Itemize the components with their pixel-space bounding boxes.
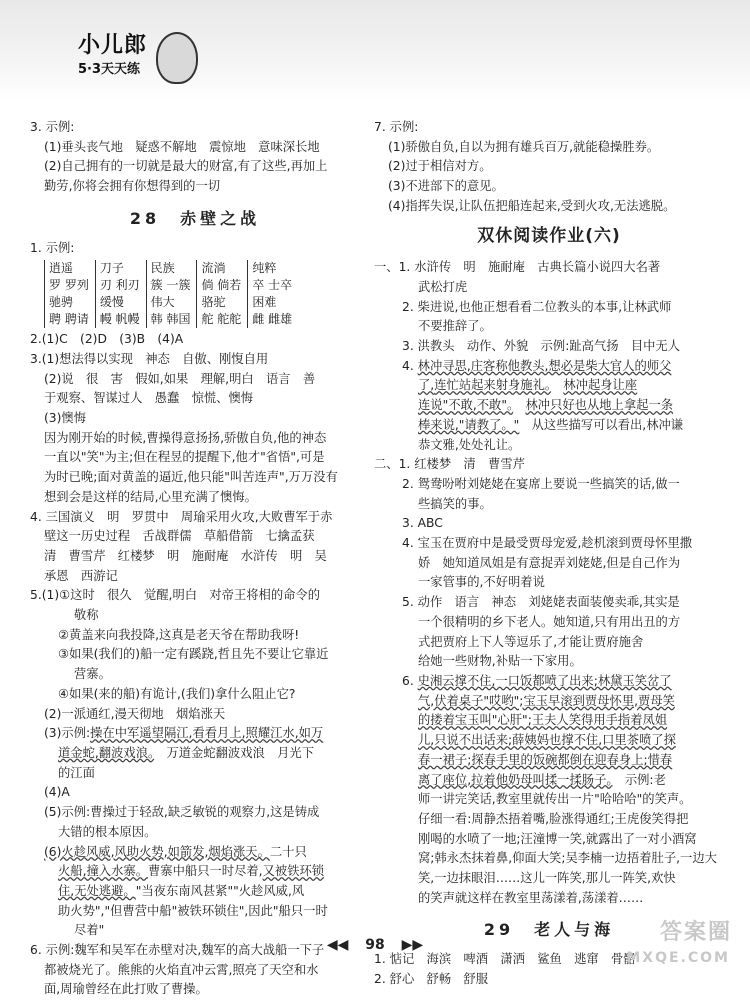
answer-line — [374, 731, 724, 751]
underlined-text: 连说"不敢,不敢"。 — [418, 398, 514, 413]
answer-line: 些搞笑的事。 — [418, 496, 492, 511]
word-cell: 困难 — [248, 294, 298, 311]
brand-name: 小儿郎 — [78, 33, 148, 58]
answer-line: 1. 示例: — [30, 240, 75, 255]
answer-line: 一个很精明的乡下老人。她知道,只有用出丑的方 — [418, 614, 681, 629]
word-cell: 纯粹 — [248, 260, 298, 277]
word-cell: 骆驼 — [197, 294, 248, 311]
answer-line — [30, 843, 360, 863]
underlined-text: 又被铁环锁 — [262, 864, 325, 879]
answer-line: (2)过于相信对方。 — [388, 159, 492, 174]
answer-line: 的江面 — [58, 765, 95, 780]
answer-line: 3.(1)想法得以实现 神态 自傲、刚愎自用 — [30, 351, 269, 366]
answer-line: 于观察、智谋过人 愚蠢 惊慌、懊悔 — [44, 391, 254, 406]
text: 4. — [402, 358, 418, 373]
answer-line: 5. 动作 语言 神态 刘姥姥表面装傻卖乖,其实是 — [402, 595, 680, 610]
next-arrows-icon: ▶▶ — [401, 937, 424, 953]
answer-line: 2.(1)C (2)D (3)B (4)A — [30, 332, 184, 347]
underlined-text: 春一裙子;探春手里的饭碗都倒在迎春身上;惜春 — [418, 752, 673, 767]
answer-line: (4)A — [44, 785, 70, 800]
answer-line: 的笑声就这样在教室里荡漾着,荡漾着…… — [418, 890, 644, 905]
answer-line: 3. 洪教头 动作、外貌 示例:趾高气扬 目中无人 — [402, 339, 681, 354]
answer-line: 武松打虎 — [418, 279, 468, 294]
answer-line: ④如果(来的船)有诡计,(我们)拿什么阻止它? — [58, 686, 296, 701]
answer-line: 尽着" — [74, 923, 105, 938]
answer-line: 3. ABC — [402, 516, 443, 531]
answer-line: 师一讲完笑话,教室里就传出一片"哈哈哈"的笑声。 — [418, 792, 692, 807]
page-header — [0, 0, 750, 100]
answer-line: 敬称 — [74, 608, 99, 623]
answer-line: 营寨。 — [74, 667, 111, 682]
word-row — [45, 277, 299, 294]
answer-line: 都被烧光了。熊熊的火焰直冲云霄,照亮了天空和水 — [44, 962, 319, 977]
underlined-text: 住,无处逃避。 — [58, 883, 136, 898]
answer-line: 想到会是这样的结局,心里充满了懊悔。 — [44, 489, 257, 504]
word-cell: 韩 韩国 — [146, 311, 197, 328]
word-row — [45, 294, 299, 311]
underlined-text: 林冲起身让座 — [563, 378, 638, 393]
text: 示例:老 — [624, 772, 666, 787]
brand-series: 5·3天天练 — [78, 62, 141, 77]
answer-line: 6. 示例:魏军和吴军在赤壁对决,魏军的高大战船一下子 — [30, 943, 325, 958]
left-column — [30, 118, 360, 1000]
underlined-text: 了, — [418, 378, 435, 393]
answer-line: (3)懊悔 — [44, 411, 87, 426]
underlined-text: 连忙站起来射身施礼。 — [434, 378, 552, 393]
answer-line — [374, 692, 724, 712]
word-cell: 刃 利刃 — [95, 277, 146, 294]
underlined-text: (6)火趁风威,风助火势,如箭发,烟焰涨天。 — [44, 844, 270, 859]
answer-line: 勤劳,你将会拥有你想得到的一切 — [44, 179, 221, 194]
answer-line: (2)自己拥有的一切就是最大的财富,有了这些,再加上 — [44, 159, 328, 174]
word-row — [45, 311, 299, 328]
answer-line — [374, 376, 724, 396]
answer-line — [374, 672, 724, 692]
answer-line: 5.(1)①这时 很久 觉醒,明白 对帝王将相的命令的 — [30, 588, 321, 603]
prev-arrows-icon: ◀◀ — [326, 937, 349, 953]
word-cell: 聘 聘请 — [45, 311, 96, 328]
answer-line: 一、1. 水浒传 明 施耐庵 古典长篇小说四大名著 — [374, 260, 661, 275]
answer-line — [374, 357, 724, 377]
answer-line: 面,周瑜曾经在此打败了曹操。 — [44, 982, 208, 997]
answer-line: 笑,一边抹眼泪……这儿一阵笑,那儿一阵笑,欢快 — [418, 871, 676, 886]
answer-line: 窝;韩永杰抹着鼻,仰面大笑;吴李楠一边捂着肚子,一边大 — [418, 851, 717, 866]
underlined-text: 离了座位,拉着他奶母叫揉一揉肠子。 — [418, 772, 613, 787]
answer-line: (3)不进部下的意见。 — [388, 179, 504, 194]
answer-line: 清 曹雪芹 红楼梦 明 施耐庵 水浒传 明 吴 — [44, 548, 327, 563]
underlined-text: 林冲只好也从地上拿起一条 — [525, 398, 674, 413]
answer-line: 给她一些财物,补贴一下家用。 — [418, 654, 582, 669]
underlined-text: 的搂着宝玉叫"心肝";王夫人笑得用手指着凤姐 — [418, 713, 668, 728]
answer-line — [374, 711, 724, 731]
answer-line: 娇 她知道凤姐是有意捉弄刘姥姥,但是自己作为 — [418, 555, 681, 570]
word-cell: 幔 帆幔 — [95, 311, 146, 328]
answer-line: 3. 示例: — [30, 120, 75, 134]
answer-line — [374, 396, 724, 416]
text: 万道金蛇翻波戏浪 月光下 — [154, 745, 315, 760]
answer-line: 助火势","但曹营中船"被铁环锁住",因此"船只一时 — [58, 903, 328, 918]
underlined-text: 棒来说,"请教了。" — [418, 417, 520, 432]
text: 从这些描写可以看出,林冲谦 — [531, 417, 684, 432]
answer-line: 式把贾府上下人等逗乐了,才能让贾府施舍 — [418, 634, 644, 649]
answer-line: 2. 鸳鸯吩咐刘姥姥在宴席上要说一些搞笑的话,做一 — [402, 476, 680, 491]
word-cell: 缓慢 — [95, 294, 146, 311]
text: 6. — [402, 673, 418, 688]
answer-line: 一家管事的,不好明着说 — [418, 575, 545, 590]
answer-line: 因为刚开始的时候,曹操得意扬扬,骄傲自负,他的神态 — [44, 430, 327, 445]
word-cell: 卒 士卒 — [248, 277, 298, 294]
answer-line — [30, 882, 360, 902]
word-cell: 刀子 — [95, 260, 146, 277]
answer-line — [30, 724, 360, 744]
answer-line — [374, 416, 724, 436]
watermark-url: MXQE.COM — [626, 950, 730, 966]
word-cell: 雌 雌雄 — [248, 311, 298, 328]
underlined-text: 气,伏着桌子"哎哟";宝玉早滚到贾母怀里,贾母笑 — [418, 693, 675, 708]
brand-logo — [70, 28, 195, 86]
word-cell: 流淌 — [197, 260, 248, 277]
text: "当夜东南风甚紧""火趁风威,风 — [135, 883, 305, 898]
watermark-logo: 答案圈 — [659, 920, 732, 945]
underlined-text: 火船,撞入水寨。 — [58, 864, 148, 879]
answer-line: (1)骄傲自负,自以为拥有雄兵百万,就能稳操胜券。 — [388, 139, 660, 154]
answer-line: 仔细一看:周静杰捂着嘴,脸涨得通红;王虎俊笑得把 — [418, 811, 689, 826]
underlined-text: 儿,只说不出话来;薛姨妈也撑不住,口里茶喷了探 — [418, 733, 676, 748]
text: (3)示例: — [44, 726, 91, 741]
answer-line: 一直以"笑"为主;但在程昱的提醒下,他才"省悟",可是 — [44, 450, 325, 465]
answer-line: 大错的根本原因。 — [58, 824, 157, 839]
answer-line: (2)一派通红,漫天彻地 烟焰涨天 — [44, 706, 226, 721]
word-cell: 逍遥 — [45, 260, 96, 277]
answer-line: 7. 示例: — [374, 120, 419, 134]
text: 二十只 — [269, 844, 307, 859]
answer-line: (1)垂头丧气地 疑惑不解地 震惊地 意味深长地 — [44, 139, 320, 154]
answer-line: ③如果(我们的)船一定有蹊跷,哲且先不要让它靠近 — [58, 647, 329, 662]
answer-line: 恭文雅,处处礼让。 — [418, 437, 521, 452]
word-cell: 罗 罗列 — [45, 277, 96, 294]
answer-line: 承恩 西游记 — [44, 568, 118, 583]
answer-line: ②黄盖来向我投降,这真是老天爷在帮助我呀! — [58, 627, 300, 642]
answer-line: 1. 惦记 海滨 啤酒 潇洒 鲨鱼 逃窜 骨骼 — [374, 952, 636, 967]
answer-line — [30, 862, 360, 882]
word-row — [45, 260, 299, 277]
word-cell: 民族 — [146, 260, 197, 277]
word-cell: 倘 倘若 — [197, 277, 248, 294]
page-number: 98 — [365, 937, 385, 953]
word-cell: 驰骋 — [45, 294, 96, 311]
answer-line: 二、1. 红楼梦 清 曹雪芹 — [374, 457, 525, 472]
answer-line: 不要推辞了。 — [418, 319, 492, 334]
answer-line: (2)说 很 害 假如,如果 理解,明白 语言 善 — [44, 371, 316, 386]
answer-line: (4)指挥失误,让队伍把船连起来,受到火攻,无法逃脱。 — [388, 198, 676, 213]
answer-line — [374, 771, 724, 791]
answer-line: 4. 三国演义 明 罗贯中 周瑜采用火攻,大败曹军于赤 — [30, 509, 333, 524]
answer-line: 为时已晚;面对黄盖的逼近,他只能"叫苦连声",万万没有 — [44, 470, 338, 485]
answer-line: 壁这一历史过程 舌战群儒 草船借箭 七擒孟获 — [44, 529, 315, 544]
answer-line: 2. 舒心 舒畅 舒服 — [374, 971, 489, 986]
right-column — [374, 118, 724, 990]
lesson-title: 29 老人与海 — [483, 920, 615, 940]
answer-line: (5)示例:曹操过于轻敌,缺乏敏锐的观察力,这是铸成 — [44, 805, 320, 820]
answer-line: 4. 宝玉在贾府中是最受贾母宠爱,趁机滚到贾母怀里撒 — [402, 536, 693, 551]
lesson-title: 28 赤壁之战 — [129, 208, 261, 228]
answer-line — [30, 744, 360, 764]
underlined-text: 林冲寻思,庄客称他教头,想必是柴大官人的师父 — [417, 358, 672, 373]
underlined-text: 操在中军遥望隔江,看看月上,照耀江水,如万 — [90, 726, 324, 741]
answer-line: 刚喝的水喷了一地;汪潼博一笑,就露出了一对小酒窝 — [418, 831, 697, 846]
word-cell: 舵 舵舵 — [197, 311, 248, 328]
section-title: 双休阅读作业(六) — [477, 225, 621, 246]
word-cell: 伟大 — [146, 294, 197, 311]
text: 曹寨中船只一时尽着, — [148, 864, 263, 879]
word-cell: 簇 一簇 — [146, 277, 197, 294]
mascot-icon — [156, 32, 198, 84]
word-table — [44, 260, 298, 328]
answer-line: 2. 柴进说,也他正想看看二位教头的本事,让林武师 — [402, 299, 672, 314]
underlined-text: 史湘云撑不住,一口饭都喷了出来;林黛玉笑岔了 — [417, 673, 672, 688]
underlined-text: 道金蛇,翻波戏浪。 — [58, 745, 155, 760]
answer-line — [374, 751, 724, 771]
